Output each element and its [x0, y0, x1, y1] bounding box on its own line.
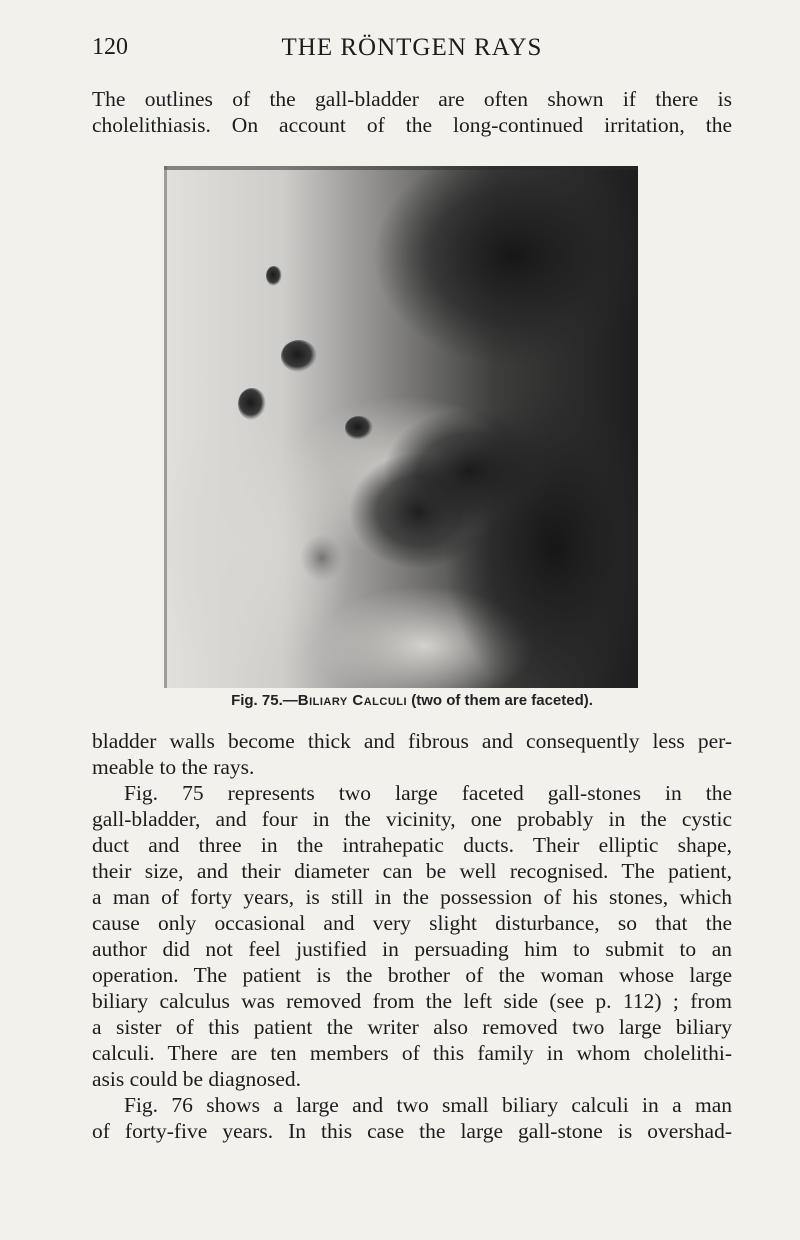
text-line: cause only occasional and very slight disturbance, so that the: [92, 911, 732, 935]
text-line: Fig. 75 represents two large faceted gall-stones in the: [124, 781, 732, 805]
text-line: Fig. 76 shows a large and two small biliary calculi in a man: [124, 1093, 732, 1117]
text-line: a sister of this patient the writer also removed two large biliary: [92, 1015, 732, 1039]
text-line: duct and three in the intrahepatic ducts. Their elliptic shape,: [92, 833, 732, 857]
text-line: a man of forty years, is still in the possession of his stones, which: [92, 885, 732, 909]
text-line: biliary calculus was removed from the left side (see p. 112) ; from: [92, 989, 732, 1013]
caption-title: Biliary Calculi: [297, 692, 408, 709]
text-line: The outlines of the gall-bladder are often shown if there is: [92, 87, 732, 111]
running-head: THE RÖNTGEN RAYS: [281, 34, 543, 61]
text-line: cholelithiasis. On account of the long-continued irritation, the: [92, 113, 732, 137]
caption-note: (two of them are faceted).: [411, 692, 593, 709]
caption-label: Fig. 75.—: [231, 692, 298, 709]
text-line: gall-bladder, and four in the vicinity, one probably in the cystic: [92, 807, 732, 831]
text-line: operation. The patient is the brother of the woman whose large: [92, 963, 732, 987]
text-line: calculi. There are ten members of this family in whom cholelithi-: [92, 1041, 732, 1065]
text-line: bladder walls become thick and fibrous and consequently less per-: [92, 729, 732, 753]
text-line: their size, and their diameter can be well recognised. The patient,: [92, 859, 732, 883]
xray-image: [164, 166, 638, 688]
xray-figure: [164, 166, 638, 688]
paragraph-body: [92, 728, 732, 1144]
text-line: asis could be diagnosed.: [92, 1067, 301, 1091]
page-number: 120: [92, 34, 128, 60]
text-line: of forty-five years. In this case the large gall-stone is overshad-: [92, 1119, 732, 1143]
figure-caption: [92, 692, 732, 709]
page-header: [92, 34, 732, 64]
text-line: meable to the rays.: [92, 755, 255, 779]
text-line: author did not feel justified in persuading him to submit to an: [92, 937, 732, 961]
paragraph-intro: [92, 86, 732, 138]
